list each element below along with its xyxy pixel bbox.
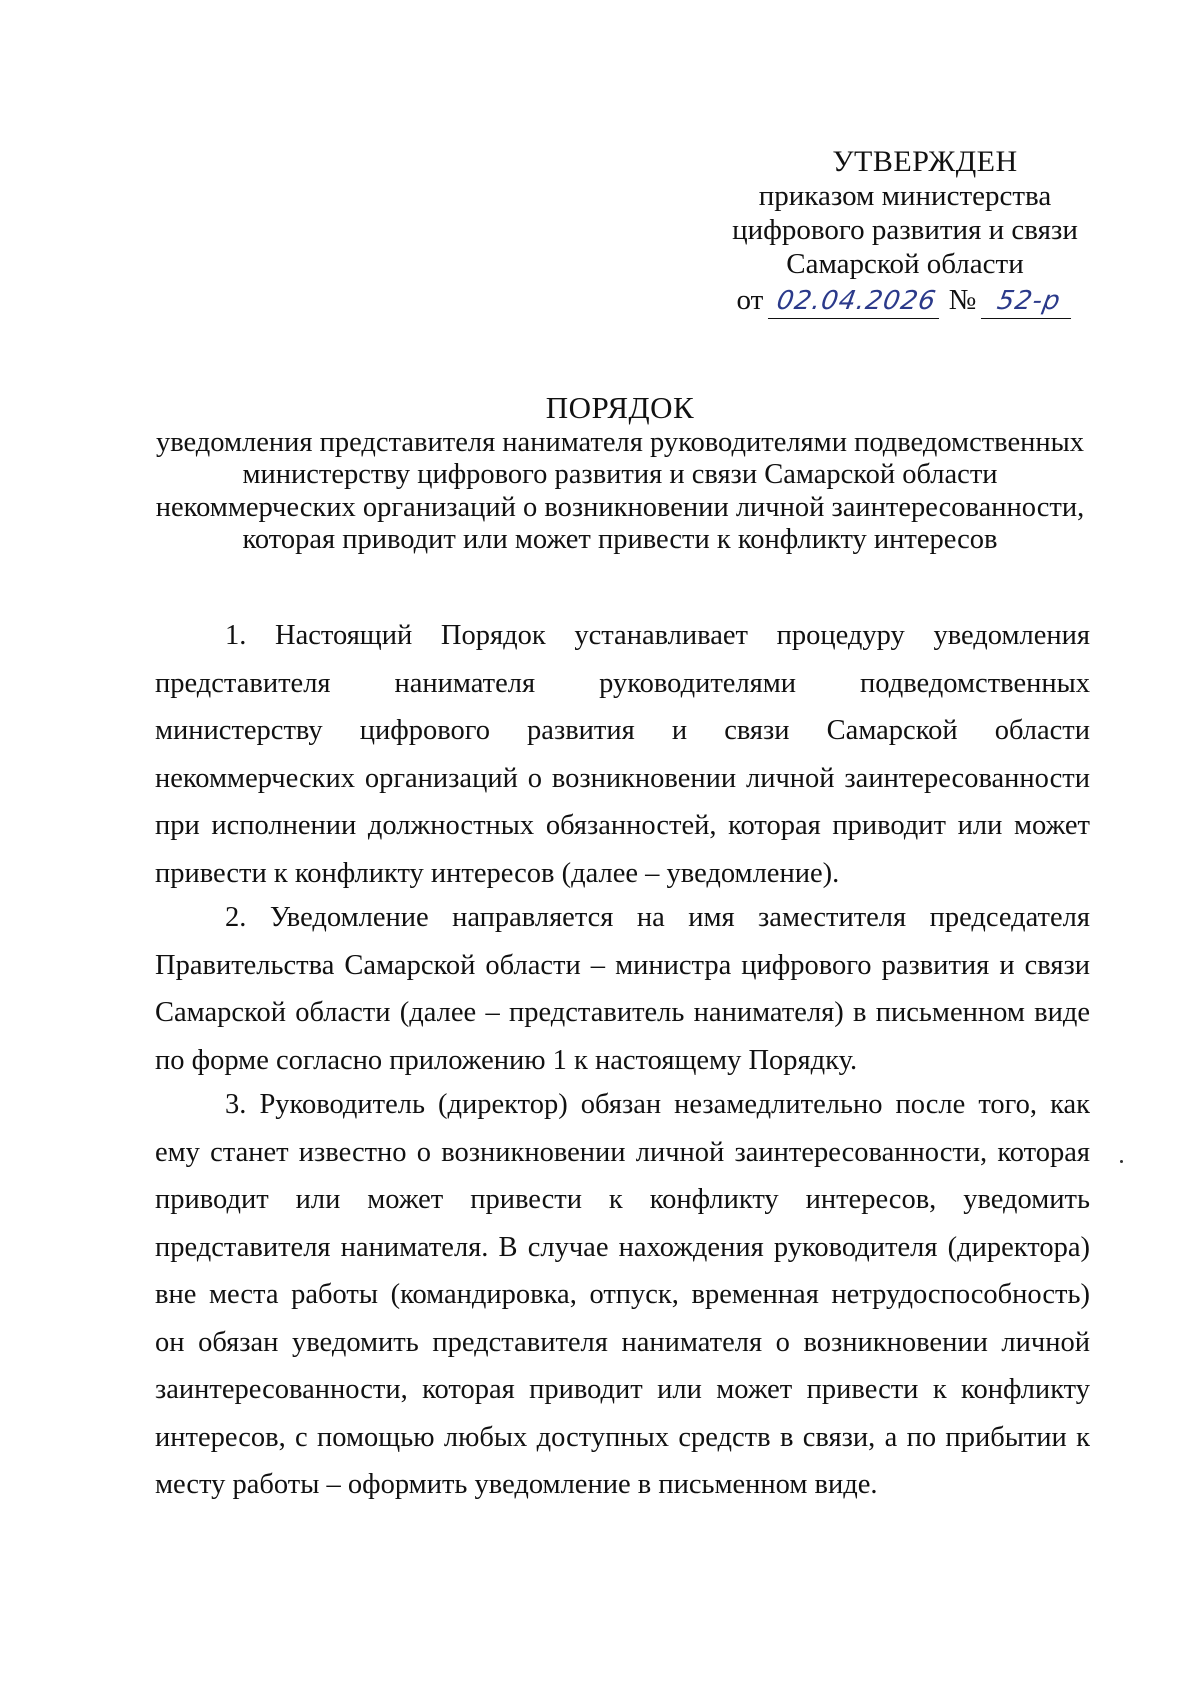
from-label: от — [736, 284, 764, 316]
paragraph-1: 1. Настоящий Порядок устанавливает процедуру уведомления представителя нанимателя руководителями подведомственных министерству цифрового развития и связи Самарской области некоммерческих организаций о возникновении личной заинтересованности при исполнении должностных обязанностей, которая приводит или может привести к конфликту интересов (далее – уведомление). — [155, 620, 1090, 889]
scan-artifact-dot — [1120, 1160, 1123, 1163]
title-subline-3: некоммерческих организаций о возникновении личной заинтересованности, — [155, 491, 1085, 523]
document-body — [155, 612, 1090, 1506]
document-title: ПОРЯДОК — [545, 390, 695, 425]
title-subline-4: которая приводит или может привести к конфликту интересов — [242, 524, 998, 555]
title-subline-1: уведомления представителя нанимателя руководителями подведомственных — [155, 426, 1085, 458]
title-subline-2: министерству цифрового развития и связи Самарской области — [242, 459, 998, 490]
handwritten-number: 52-р — [980, 284, 1076, 319]
handwritten-date: 02.04.2026 — [767, 284, 944, 319]
approval-line-2: цифрового развития и связи — [732, 214, 1078, 246]
approval-line-3: Самарской области — [786, 248, 1024, 280]
approval-stamp-block — [700, 145, 1110, 319]
approval-line-1: приказом министерства — [758, 180, 1052, 212]
paragraph-2: 2. Уведомление направляется на имя заместителя председателя Правительства Самарской области – министра цифрового развития и связи Самарской области (далее – представитель нанимателя) в письменном виде по форме согласно приложению 1 к настоящему Порядку. — [155, 902, 1090, 1076]
paragraph-3: 3. Руководитель (директор) обязан незамедлительно после того, как ему станет известно о возникновении личной заинтересованности, которая приводит или может привести к конфликту интересов, уведомить представителя нанимателя. В случае нахождения руководителя (директора) вне места работы (командировка, отпуск, временная нетрудоспособность) он обязан уведомить представителя нанимателя о возникновении личной заинтересованности, которая приводит или может привести к конфликту интересов, с помощью любых доступных средств в связи, а по прибытии к месту работы – оформить уведомление в письменном виде. — [155, 1089, 1090, 1500]
approval-heading: УТВЕРЖДЕН — [832, 145, 1018, 178]
approval-date-number-line — [700, 283, 1110, 319]
number-label: № — [948, 284, 977, 316]
document-title-block — [150, 392, 1090, 557]
